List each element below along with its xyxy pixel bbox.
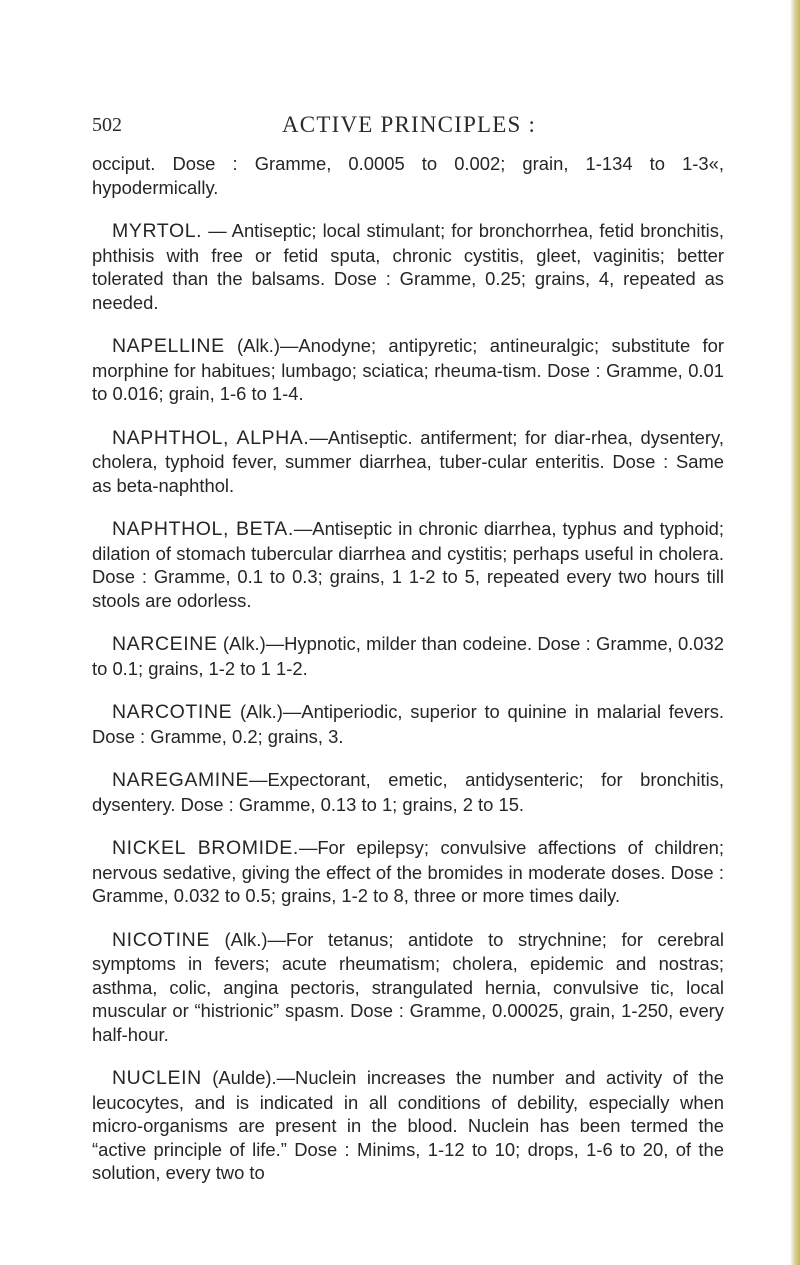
- page-body: [92, 152, 724, 1205]
- entry-text: —For epilepsy; convulsive affections of children; nervous sedative, giving the effect of the bromides in moderate doses. Dose : Gramme, 0.032 to 0.5; grains, 1-2 to 8, three or more times daily.: [92, 837, 724, 906]
- entry-naphthol-alpha: [92, 426, 724, 498]
- entry-napelline: [92, 334, 724, 406]
- entry-text: —Antiseptic. antiferment; for diar-rhea, dysentery, cholera, typhoid fever, summer diarrhea, tuber-cular enteritis. Dose : Same as beta-naphthol.: [92, 426, 724, 496]
- entry-text: —Antiseptic in chronic diarrhea, typhus and typhoid; dilation of stomach tubercular diarrhea and cystitis; perhaps useful in cholera. Dose : Gramme, 0.1 to 0.3; grains, 1 1-2 to 5, repeated every two hours till stools are odorless.: [92, 518, 725, 611]
- entry-term: NAREGAMINE: [112, 769, 250, 791]
- page-edge: [790, 0, 800, 1265]
- entry-narceine: [92, 632, 724, 680]
- entry-naphthol-beta: [92, 517, 724, 612]
- entry-term: NAPHTHOL, BETA.: [112, 518, 294, 540]
- entry-term: NAPHTHOL, ALPHA.: [112, 426, 310, 449]
- entry-term: NARCOTINE: [112, 701, 233, 723]
- entry-naregamine: [92, 768, 724, 816]
- entry-nickel-bromide: [92, 836, 724, 908]
- running-head: ACTIVE PRINCIPLES :: [282, 112, 537, 137]
- entry-text: —Expectorant, emetic, antidysenteric; for bronchitis, dysentery. Dose : Gramme, 0.13 to 1; grains, 2 to 15.: [92, 769, 724, 815]
- entry-text: (Alk.)—Antiperiodic, superior to quinine in malarial fevers. Dose : Gramme, 0.2; grains, 3.: [92, 701, 724, 747]
- entry-term: MYRTOL.: [112, 220, 203, 242]
- entry-term: NAPELLINE: [112, 335, 225, 357]
- entry-term: NICOTINE: [112, 928, 210, 951]
- entry-term: NUCLEIN: [112, 1067, 202, 1089]
- entry-text: (Aulde).—Nuclein increases the number and activity of the leucocytes, and is indicated in all conditions of debility, especially when micro-organisms are present in the blood. Nuclein has been termed the “active principle of life.” Dose : Minims, 1-12 to 10; drops, 1-6 to 20, of the solution, every two to: [92, 1067, 724, 1183]
- entry-term: NARCEINE: [112, 633, 218, 655]
- page-header: [92, 114, 752, 144]
- entry-text: (Alk.)—Hypnotic, milder than codeine. Dose : Gramme, 0.032 to 0.1; grains, 1-2 to 1 1-2.: [92, 633, 724, 679]
- entry-myrtol: [92, 219, 724, 314]
- continuation-paragraph: occiput. Dose : Gramme, 0.0005 to 0.002; grain, 1-134 to 1-3«, hypodermically.: [92, 153, 724, 198]
- entry-text: (Alk.)—Anodyne; antipyretic; antineuralgic; substitute for morphine for habitues; lumbago; sciatica; rheuma-tism. Dose : Gramme, 0.01 to 0.016; grain, 1-6 to 1-4.: [92, 335, 724, 404]
- entry-term: NICKEL BROMIDE.: [112, 837, 299, 859]
- entry-narcotine: [92, 700, 724, 748]
- entry-text: — Antiseptic; local stimulant; for bronchorrhea, fetid bronchitis, phthisis with free or fetid sputa, chronic cystitis, gleet, vaginitis; better tolerated than the balsams. Dose : Gramme, 0.25; grains, 4, repeated as needed.: [92, 220, 724, 313]
- entry-nuclein: [92, 1066, 724, 1185]
- page-number: 502: [92, 114, 122, 136]
- entry-nicotine: [92, 928, 724, 1047]
- entry-text: (Alk.)—For tetanus; antidote to strychnine; for cerebral symptoms in fevers; acute rheumatism; cholera, epidemic and nostras; asthma, colic, angina pectoris, strangulated hernia, convulsive tic, local muscular or “histrionic” spasm. Dose : Gramme, 0.00025, grain, 1-250, every half-hour.: [92, 928, 724, 1045]
